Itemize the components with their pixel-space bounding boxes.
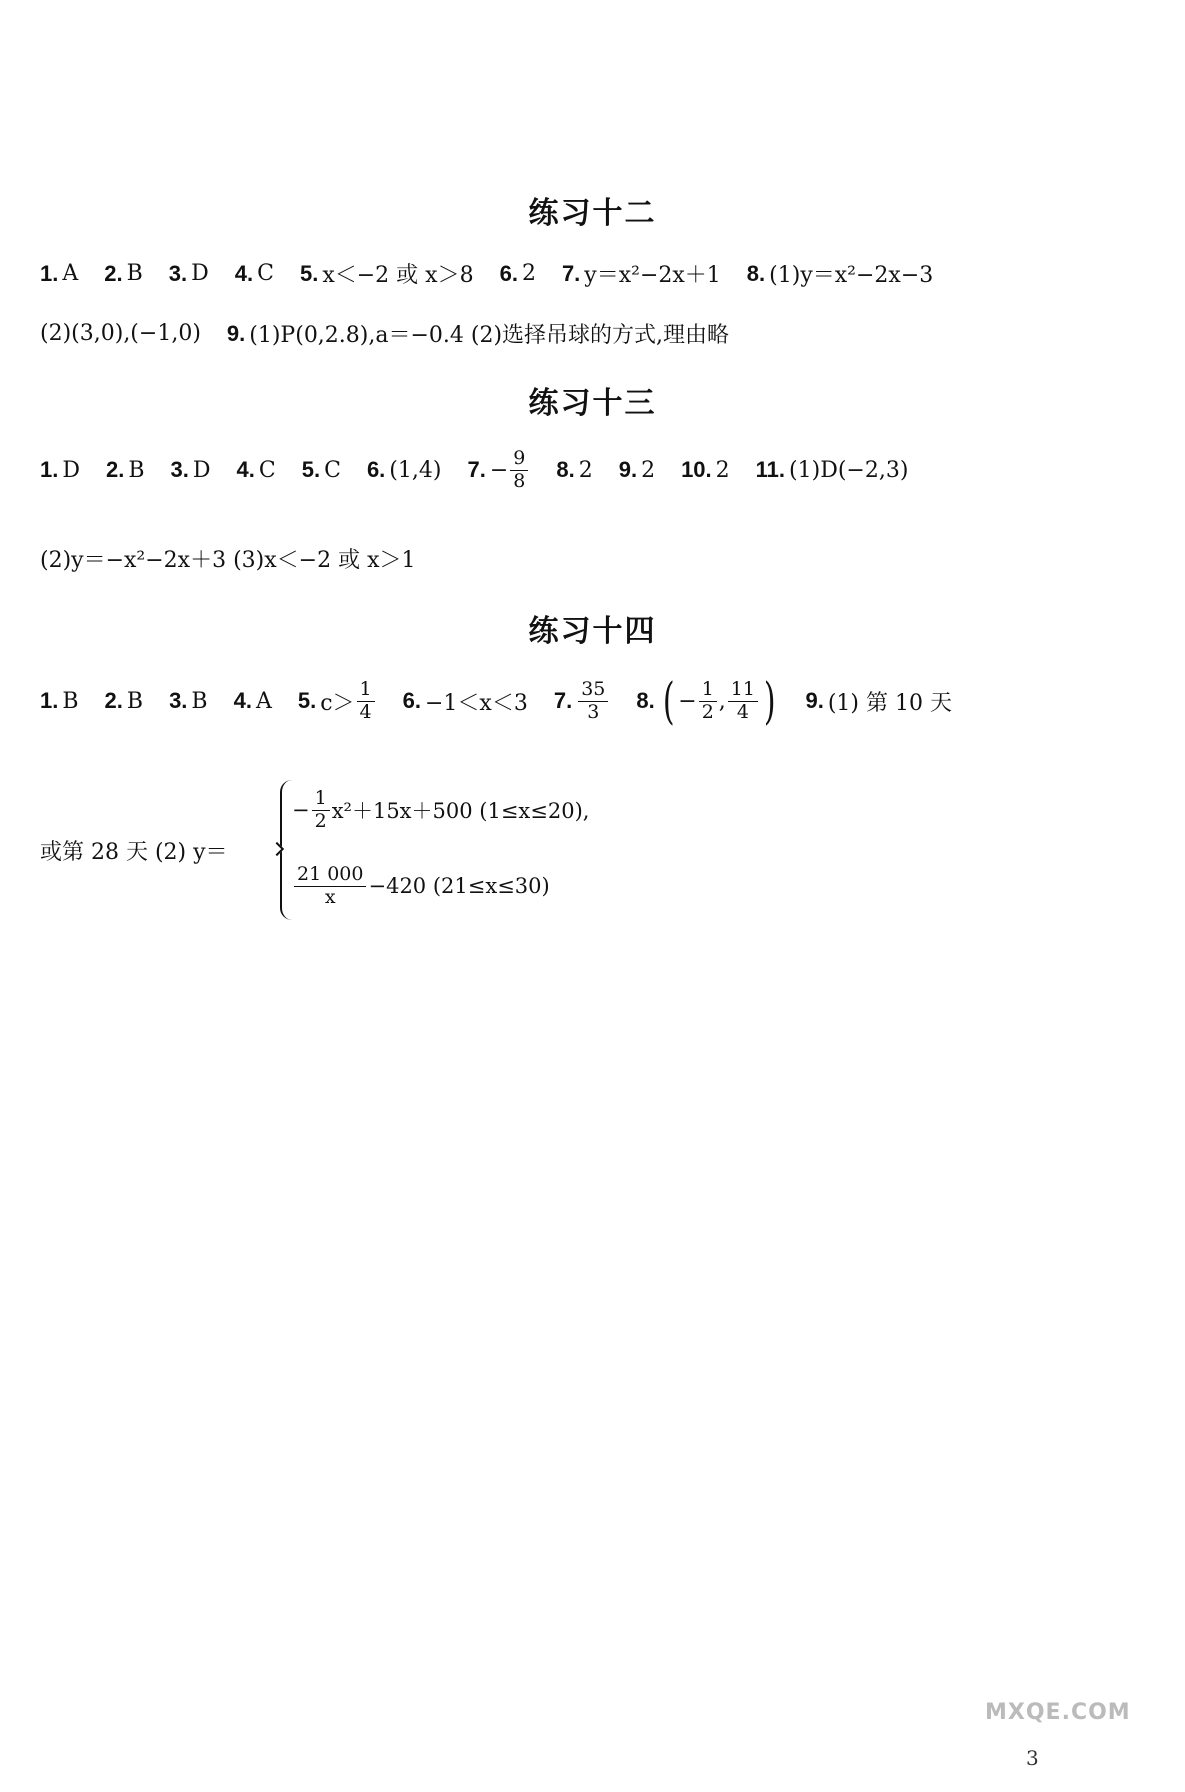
s13-answers-line1: 1. D 2. B 3. D 4. C 5. C 6. (1,4) 7. − $\frac{9}{8}$ 8. 2 9. 2 10. 2 11. (1)D(−2,3) [40,447,909,492]
fraction-1-2-piece: $\frac{1}{2}$ [312,788,330,833]
fraction-21000-x: $\frac{21 000}{x}$ [294,864,366,909]
section-title-12: 练习十二 [528,196,657,231]
fraction-35-3: $\frac{35}{3}$ [578,679,608,724]
s12-answers-line1: 1. A 2. B 3. D 4. C 5. x＜−2 或 x＞8 6. 2 7. y＝x²−2x＋1 8. (1)y＝x²−2x−3 [40,260,934,288]
page-number: 3 [1026,1746,1039,1770]
s14-answers-line2: 或第 28 天 (2) y＝ [40,840,228,865]
watermark: MXQE.COM [985,1700,1131,1725]
fraction-1-4: $\frac{1}{4}$ [357,679,375,724]
s13-answers-line2: (2)y＝−x²−2x＋3 (3)x＜−2 或 x＞1 [40,548,416,573]
s12-answers-line2: (2)(3,0),(−1,0) 9. (1)P(0,2.8),a＝−0.4 (2)选择吊球的方式,理由略 [40,320,730,348]
piece-row-2: $\frac{21 000}{x}$ −420 (21≤x≤30) [292,864,550,909]
s14-answers-line1: 1. B 2. B 3. B 4. A 5. c＞ $\frac{1}{4}$ 6. −1＜x＜3 7. $\frac{35}{3}$ 8. ( − $\frac{1}{2}$ , $\frac{11}{4}$ ) 9. (1) 第 10 天 [40,672,952,730]
piece-row-1: − $\frac{1}{2}$ x²＋15x＋500 (1≤x≤20), [292,787,590,832]
fraction-11-4: $\frac{11}{4}$ [728,679,758,724]
section-title-14: 练习十四 [528,614,657,649]
fraction-9-8: $\frac{9}{8}$ [510,448,528,493]
piecewise-function [280,780,700,920]
fraction-1-2: $\frac{1}{2}$ [699,679,717,724]
section-title-13: 练习十三 [528,386,657,421]
